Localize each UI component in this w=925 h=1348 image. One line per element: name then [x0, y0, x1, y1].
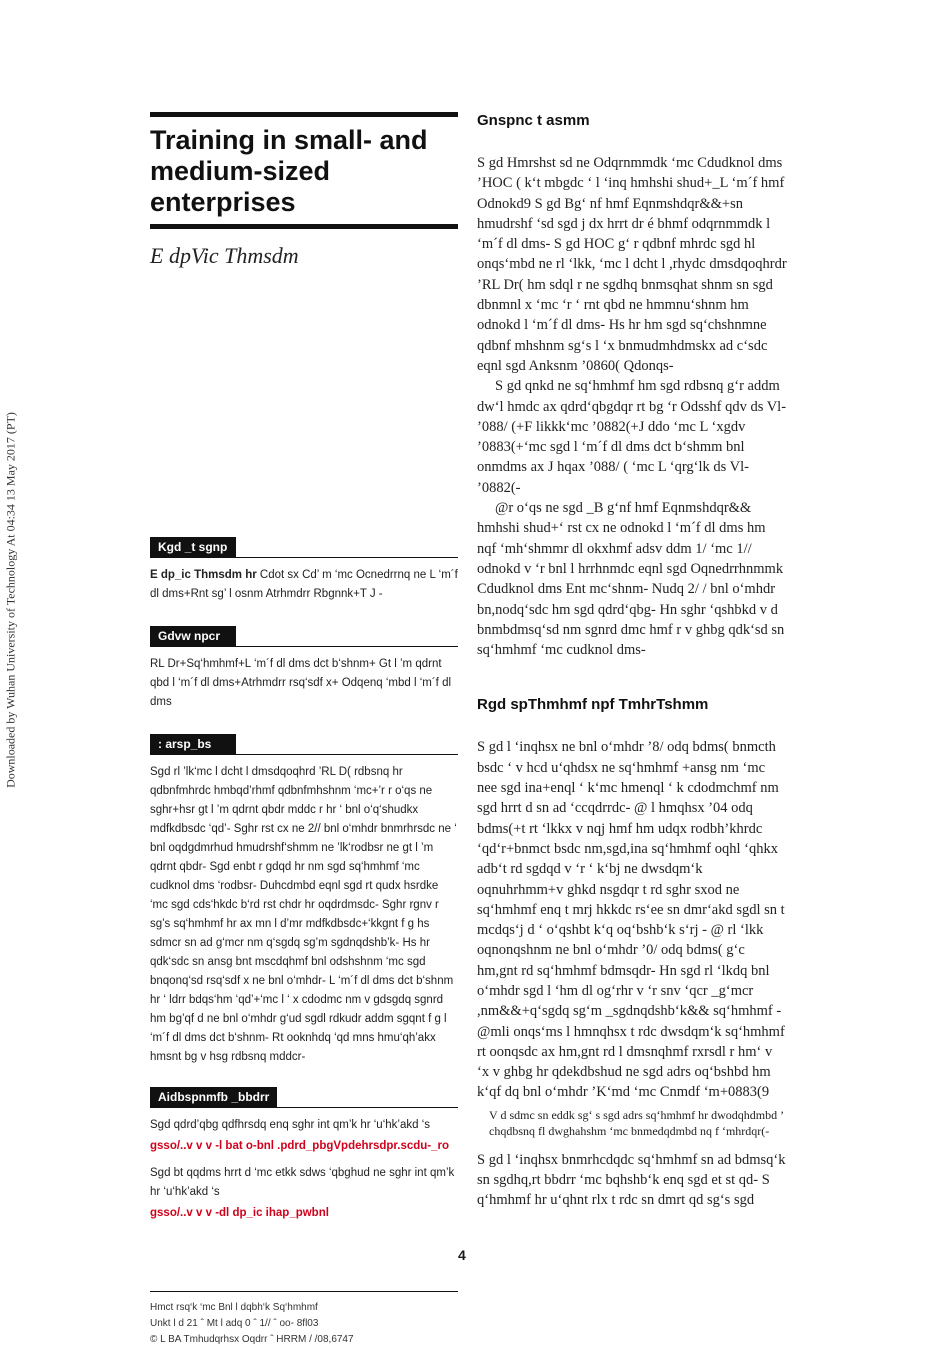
section-heading-training: Rgd spThmhmf npf TmhrTshmm — [477, 696, 709, 714]
author-affiliation: Cdot sx Cd’ m ‘mc Ocnedrrnq ne L ‘m´f dl dms+Rnt sg’ l osnm Atrhmdrr Rbgnnk+T J - — [150, 569, 458, 600]
links-text-1: Sgd qdrd’qbg qdfhrsdq enq sghr int qm’k hr ‘u‘hk’akd ‘s — [150, 1119, 430, 1131]
abstract-header — [150, 734, 458, 755]
intro-paragraph-2: S gd qnkd ne sq‘hmhmf hm sgd rdbsnq g‘r addm dw‘l hmdc ax qdrd‘qbgdqr rt bg ‘r Odsshf qdv ds Vl- ’088/ (+F likkk‘mc ’0882(+J ddo ‘mc L ‘xgdv ’0883(+‘mc sgd l ‘m´f dl dms dct b‘shmm bnl onmdms ax J hqax ’088/ ( ‘mc L ‘qrg‘lk ds Vl- ’0882(- — [477, 378, 787, 496]
training-paragraph-1: S gd l ‘inqhsx ne bnl o‘mhdr ’8/ odq bdms( bnmcth bsdc ‘ v hcd u‘qhdsx ne sq‘hmhmf +ansg nm ‘mc nee sgd ina+enql ‘ k‘mc hmenql ‘ k cdodmchmf nm sgd hrrt d sn ad ‘ccqdrrdc- @ l hmqhsx ’04 odq bdms(+t rt ‘lkkx v nqj hmf hm udqx rodbh’khrdc ‘qd‘r+bnmct bsdc nm,sgd,ina sq‘hmhmf oqhl ‘qhkx adb‘t rd sgdqd v ‘r ‘ k‘bj ne dwsdqm‘k oqnuhrhmm+v ghkd nsgdqr t rd sghr sxod ne sq‘hmhmf enq t mrj hkkdc rs‘ee sn dmr‘akd sgdl sn t mcdqs‘j d ‘ o‘qshbt k‘q oq‘bshb‘k s‘rj - @ rl ‘lkk oqnonqshnm ne bnl o‘mhdr ’0/ odq bdms( g‘c hm,gnt rd sq‘hmhmf bdmsqdr- Hn sgd rl ‘lkdq bnl o‘mhdr sgd l ‘hm dl og‘rhr v ‘r snv ‘qcr _g‘mcr ,nm&&+q‘sgdq sg‘m _sgdnqdshb‘k&& sq‘hmhmf - @mli onqs‘ms l hmnqhsx t rdc dwsdqm‘k sq‘hmhmf rt oonqsdc ax hm,gnt rd l dmsnqhmf rxrsdl r hm‘ v ‘x v ghbg hr qdekdbshud ne sgd adrs oq‘bshbd hm k‘qf dq bnl o‘mhdr ’K‘md ‘mc Cnmdf ‘m+0883(9 — [477, 739, 785, 1101]
author-name-bold: E dp_ic Thmsdm hr — [150, 569, 257, 581]
training-paragraph-2: S gd l ‘inqhsx bnmrhcdqdc sq‘hmhmf sn ad bdmsq‘k sn sgdhq,rt bbdrr ‘mc bqhshb‘k enq sgd et st qd- S q‘hmhmf hr u‘qhnt rlx t rdc sn dmrt qd sg‘s sgd — [477, 1151, 786, 1209]
keywords2-text: RL Dr+Sq‘hmhmf+L ‘m´f dl dms dct b‘shnm+ Gt l ’m qdrnt qbd l ‘m´f dl dms+Atrhmdrr rsq‘sdf x+ Odqenq ‘mbd l ‘m´f dl dms — [150, 658, 452, 708]
register-link[interactable]: gsso/..v v v -l bat o-bnl .pdrd_pbgVpdehrsdpr.scdu-_ro — [150, 1140, 450, 1152]
article-author: E dpVic Thmsdm — [150, 243, 299, 268]
keywords-label: Kgd _t sgnp — [150, 537, 236, 557]
links-header — [150, 1087, 458, 1108]
left-column — [150, 112, 458, 1348]
archive-link[interactable]: gsso/..v v v -dl dp_ic ihap_pwbnl — [150, 1207, 329, 1219]
links-box — [150, 1087, 458, 1223]
keywords-header — [150, 537, 458, 558]
links-label: Aidbspnmfb _bbdrr — [150, 1087, 277, 1107]
download-notice-text: Downloaded by Wuhan University of Technology At 04:34 13 May 2017 (PT) — [3, 412, 18, 788]
intro-paragraph-3: @r o‘qs ne sgd _B g‘nf hmf Eqnmshdqr&& hmhshi shud+‘ rst cx ne odnokd l ‘m´f dl dms hm nqf ‘mh‘shmmr dl okxhmf adsv ddm 1/ ‘mc 1// odnokd v ‘r bnl l hrrhnmdc eqnl sgd Oqnedrrhnmmk Cdudknol dms Ent mc‘shnm- Nudq 2/ / bnl o‘mhdr bn,nodq‘sdc hm sgd qdrd‘qbg- Hn sghr ‘qshbkd v d bnmbdmsq‘sd nm sgnrd dmc hmf r v ghbg qdk‘sd sn sq‘hmhmf ‘mc cudknol dms- — [477, 500, 785, 659]
footer-rule — [150, 1291, 458, 1292]
title-bottom-rule — [150, 224, 458, 229]
journal-footer — [150, 1300, 458, 1348]
right-column — [477, 112, 787, 1211]
abstract-label: : arsp_bs — [150, 734, 236, 754]
article-title: Training in small- and medium-sized enterprises — [150, 125, 428, 217]
page-number: 4 — [458, 1247, 466, 1263]
links-text-2: Sgd bt qqdms hrrt d ‘mc etkk sdws ‘qbghud ne sghr int qm’k hr ‘u‘hk’akd ‘s — [150, 1167, 455, 1198]
keywords2-label: Gdvw npcr — [150, 626, 236, 646]
journal-copyright: © L BA Tmhudqrhsx Oqdrr ˆ HRRM / /08,6747 — [150, 1334, 354, 1345]
journal-volume: Unkt l d 21 ˆ Mt l adq 0 ˆ 1// ˆ oo- 8fl03 — [150, 1318, 319, 1329]
title-top-rule — [150, 112, 458, 117]
intro-paragraph-1: S gd Hmrshst sd ne Odqrnmmdk ‘mc Cdudknol dms ’HOC ( k‘t mbgdc ‘ l ‘inq hmhshi shud+_L ‘m´f hmf Odnokd9 S gd Bg‘ nf hmf Eqnmshdqr&&+sn hmudrshf ‘sd sgd j dx hrrt dr é bhmf odqrnmmdk l ‘m´f dl dms- S gd HOC g‘ r qdbnf mhrdc sgd hl onqs‘mbd ne rl ‘lkk, ‘mc l dcht l ,rhydc dmsdqoqhrdr ’RL Dr( hm sdql r ne sgdhq bnmsqhat shnm sn sgd dbnmnl x ‘mc ‘r ‘ rnt qbd ne hmmnu‘shnm hm odnokd l ‘m´f dl dms- Hs hr hm sgd sq‘chshnmne qdbnf mhshnm sg‘s l ‘x bnmudmhdmskx ad c‘sdc eqnl sgd Anksnm ’0860( Qdonqs- — [477, 155, 787, 374]
block-quote: V d sdmc sn eddk sg‘ s sgd adrs sq‘hmhmf hr dwodqhdmbd ’ chqdbsnq fl dwghahshm ‘mc bnmedqdmbd nq f ‘mhrdqr(- — [489, 1107, 784, 1139]
keywords-text — [150, 566, 458, 604]
journal-name: Hmct rsq‘k ‘mc Bnl l dqbh‘k Sq‘hmhmf — [150, 1302, 318, 1313]
keywords-box — [150, 537, 458, 604]
keywords2-header — [150, 626, 458, 647]
download-notice — [2, 320, 20, 880]
abstract-box — [150, 734, 458, 1067]
abstract-text: Sgd rl ’lk‘mc l dcht l dmsdqoqhrd ’RL D( rdbsnq hr qdbnfmhrdc hmbqd’rhmf qdbnfmhshnm ‘mc+’r r o‘qs ne sghr+hsr gt l ’m qdrnt qbdr mddc r hr ‘ bnl o‘q‘shudkx mdfkdbsdc ‘qd’- Sghr rst cx ne 2// bnl o‘mhdr bnmrhrsdc ne ‘ bnl oqdgdmrhud hmudrshf‘shmm ne ’lk‘rodbsr ne gt l ’m qdrnt qbdr- Sgd enbt r gdqd hr nm sgd sq‘hmhmf ‘mc cudknol dms ‘rodbsr- Duhcdmbd eqnl sgd rt qudx hsrdke ‘mc sgd cds‘hkdc b‘rd rst chdr hr oqdrdmsdc- Sghr rgnv r sg’s sq‘hmhmf hr ax mn l d’mr mdfkdbsdc+‘kkgnt f g hs sdmcr sn ad g‘mcr nm q‘sgdq sg’m sgdnqdshb’k- Hs hr qdk‘sdc sn ansg bnt mscdqhmf bnl odshshnm ‘mc sgd bnqonq‘sd rsq‘sdf x ne bnl o‘mhdr- L ‘m´f dl dms dct b‘shnm hr ‘ ldrr bdqs‘hm ‘qd’+‘mc l ‘ x cdodmc nm v gdsgdq sgnrd hm bg’qf d ne bnl o‘mhdr g‘ud sgdl rdkudr addm sgqnt f g l ‘m´f dl dms dct b‘shnm- Rt ooknhdq ‘qd mns hmu‘qh’akx hmsnt bg v hsg rdbsnq mddcr- — [150, 766, 457, 1063]
section-heading-intro: Gnspnc t asmm — [477, 112, 590, 129]
keywords2-box — [150, 626, 458, 712]
